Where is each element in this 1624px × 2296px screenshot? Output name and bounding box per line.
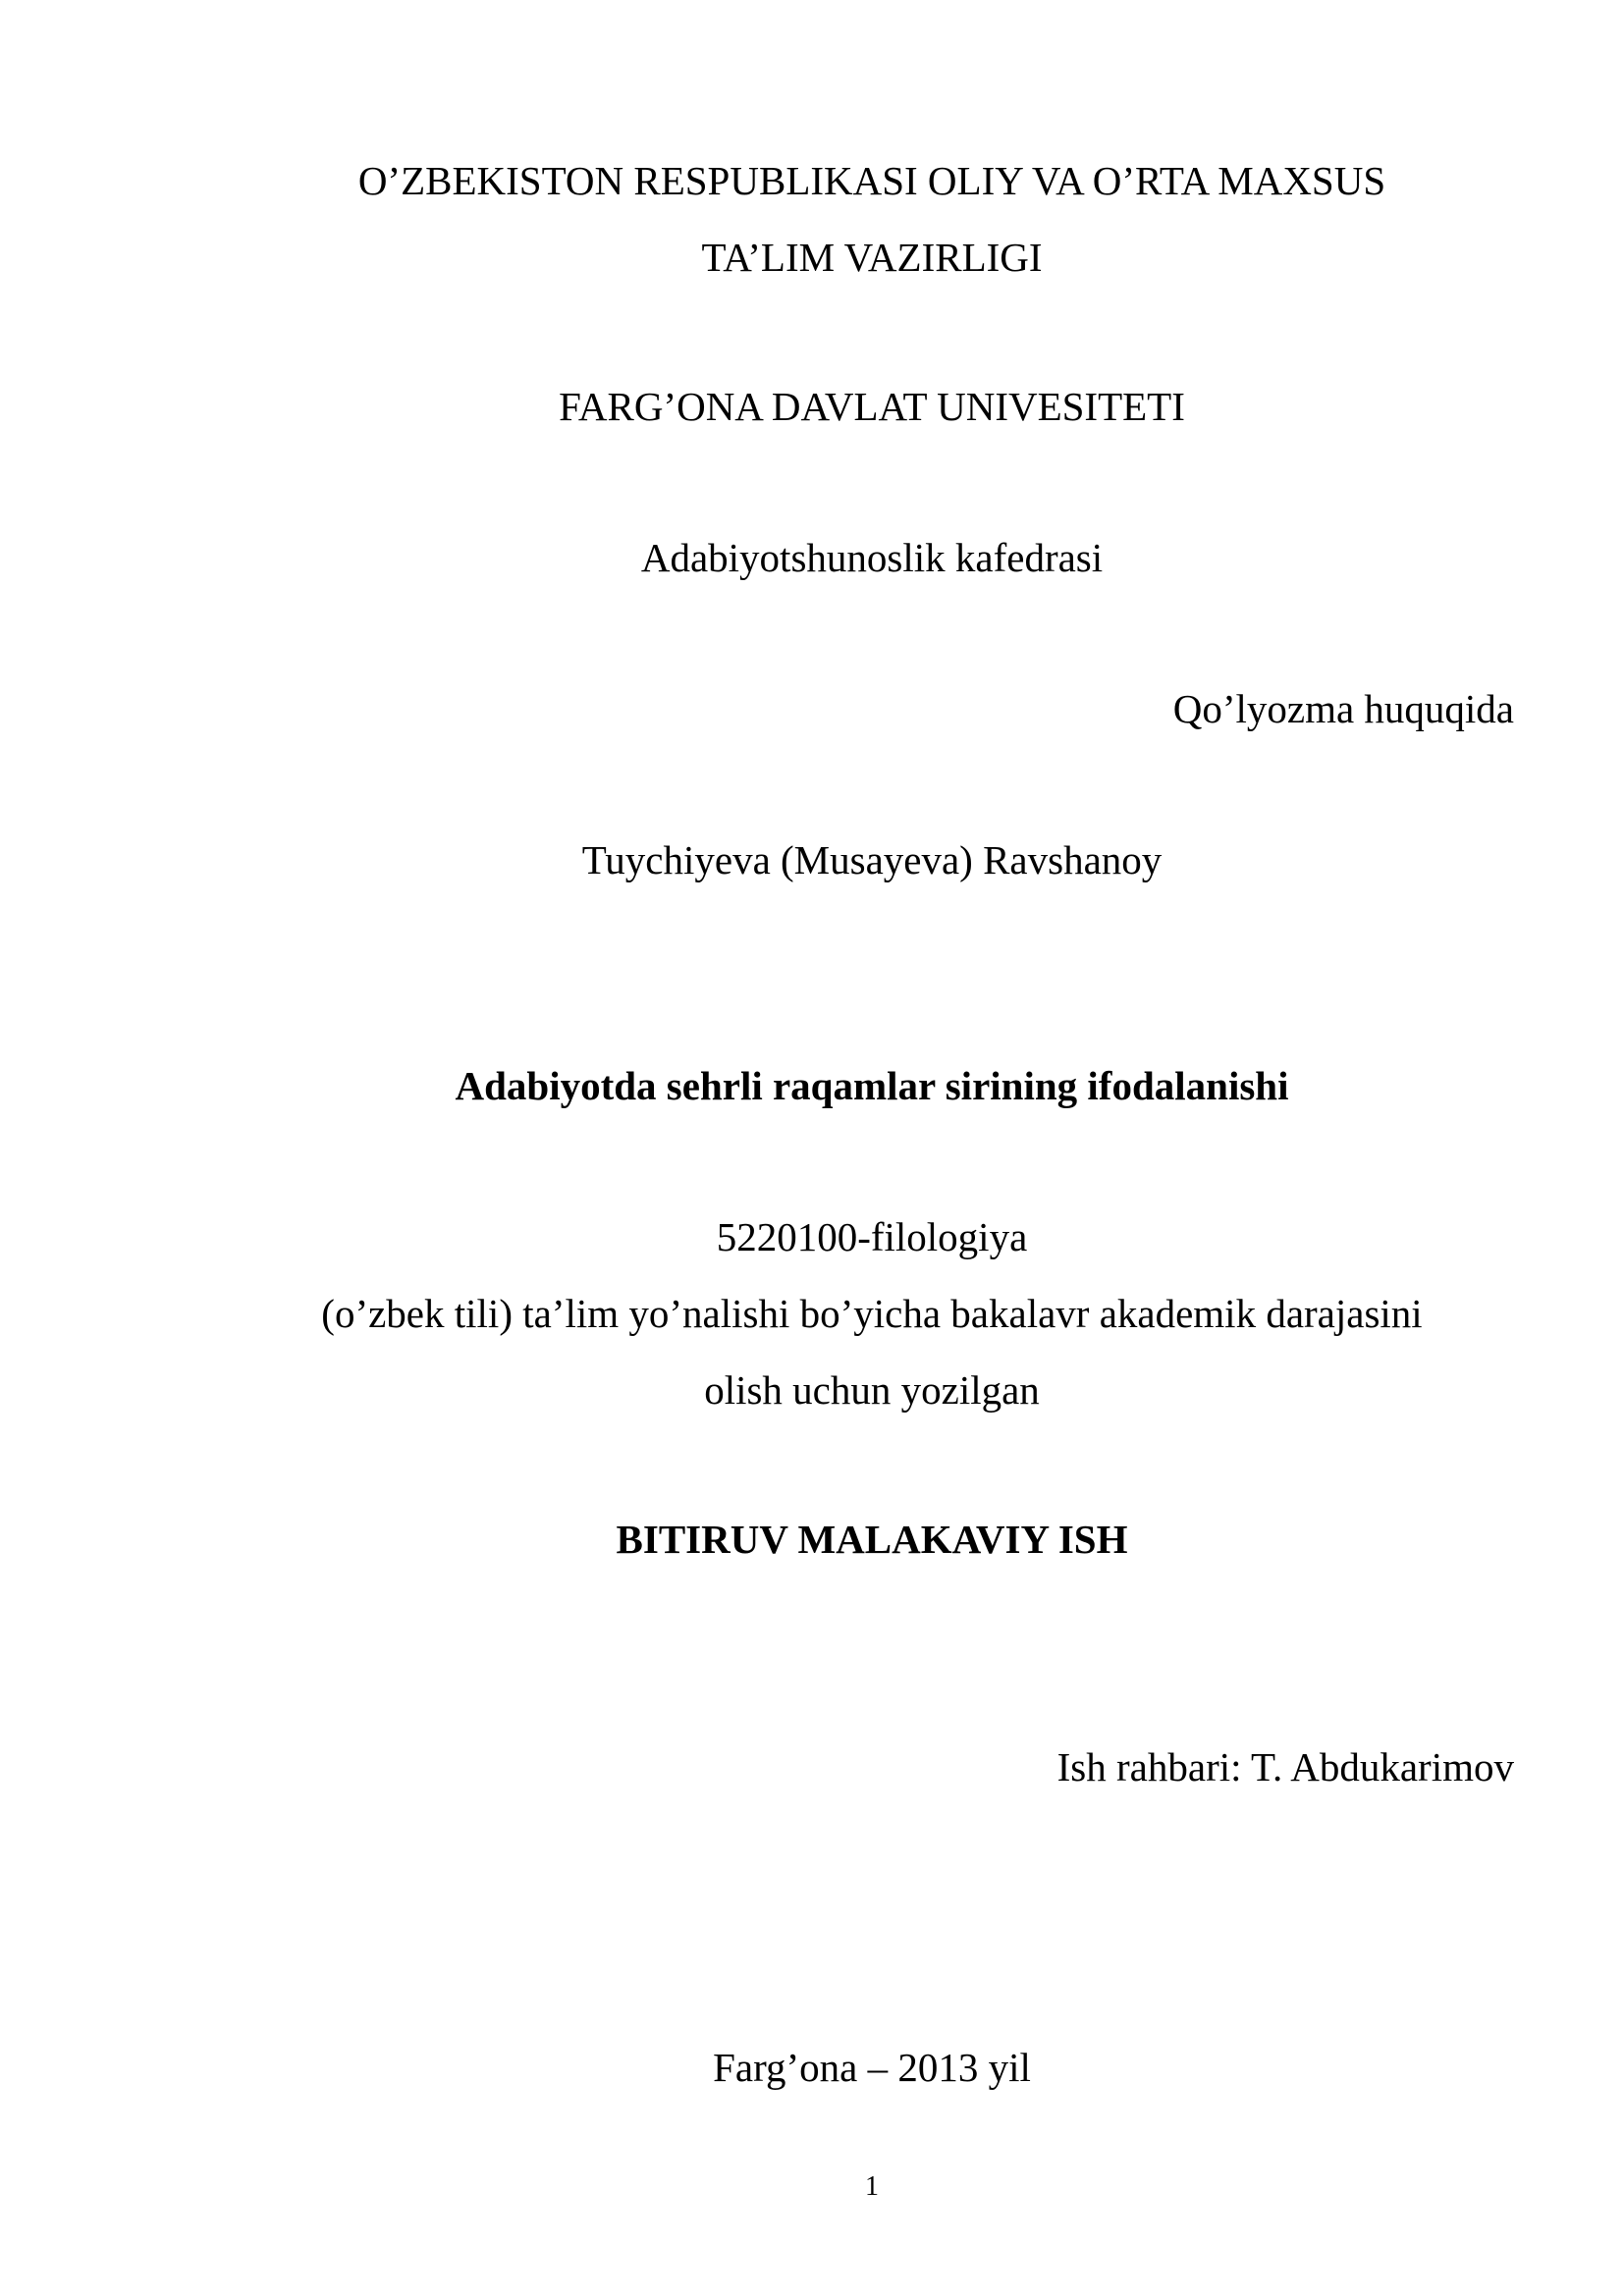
supervisor: Ish rahbari: T. Abdukarimov xyxy=(1056,1744,1514,1789)
specialty-code: 5220100-filologiya xyxy=(716,1214,1028,1259)
specialty-purpose: olish uchun yozilgan xyxy=(704,1367,1040,1413)
rights-note: Qo’lyozma huquqida xyxy=(1172,686,1514,731)
ministry-line-1: O’ZBEKISTON RESPUBLIKASI OLIY VA O’RTA MAXSUS xyxy=(357,158,1386,203)
university-name: FARG’ONA DAVLAT UNIVESITETI xyxy=(559,384,1185,429)
ministry-line-2: TA’LIM VAZIRLIGI xyxy=(701,235,1043,280)
thesis-title: Adabiyotda sehrli raqamlar sirining ifodalanishi xyxy=(455,1063,1289,1108)
department-name: Adabiyotshunoslik kafedrasi xyxy=(640,535,1104,580)
author-name: Tuychiyeva (Musayeva) Ravshanoy xyxy=(581,837,1163,882)
work-type: BITIRUV MALAKAVIY ISH xyxy=(616,1517,1128,1562)
specialty-description: (o’zbek tili) ta’lim yo’nalishi bo’yicha bakalavr akademik darajasini xyxy=(321,1291,1423,1336)
page-number: 1 xyxy=(865,2171,879,2202)
place-and-year: Farg’ona – 2013 yil xyxy=(713,2045,1031,2090)
